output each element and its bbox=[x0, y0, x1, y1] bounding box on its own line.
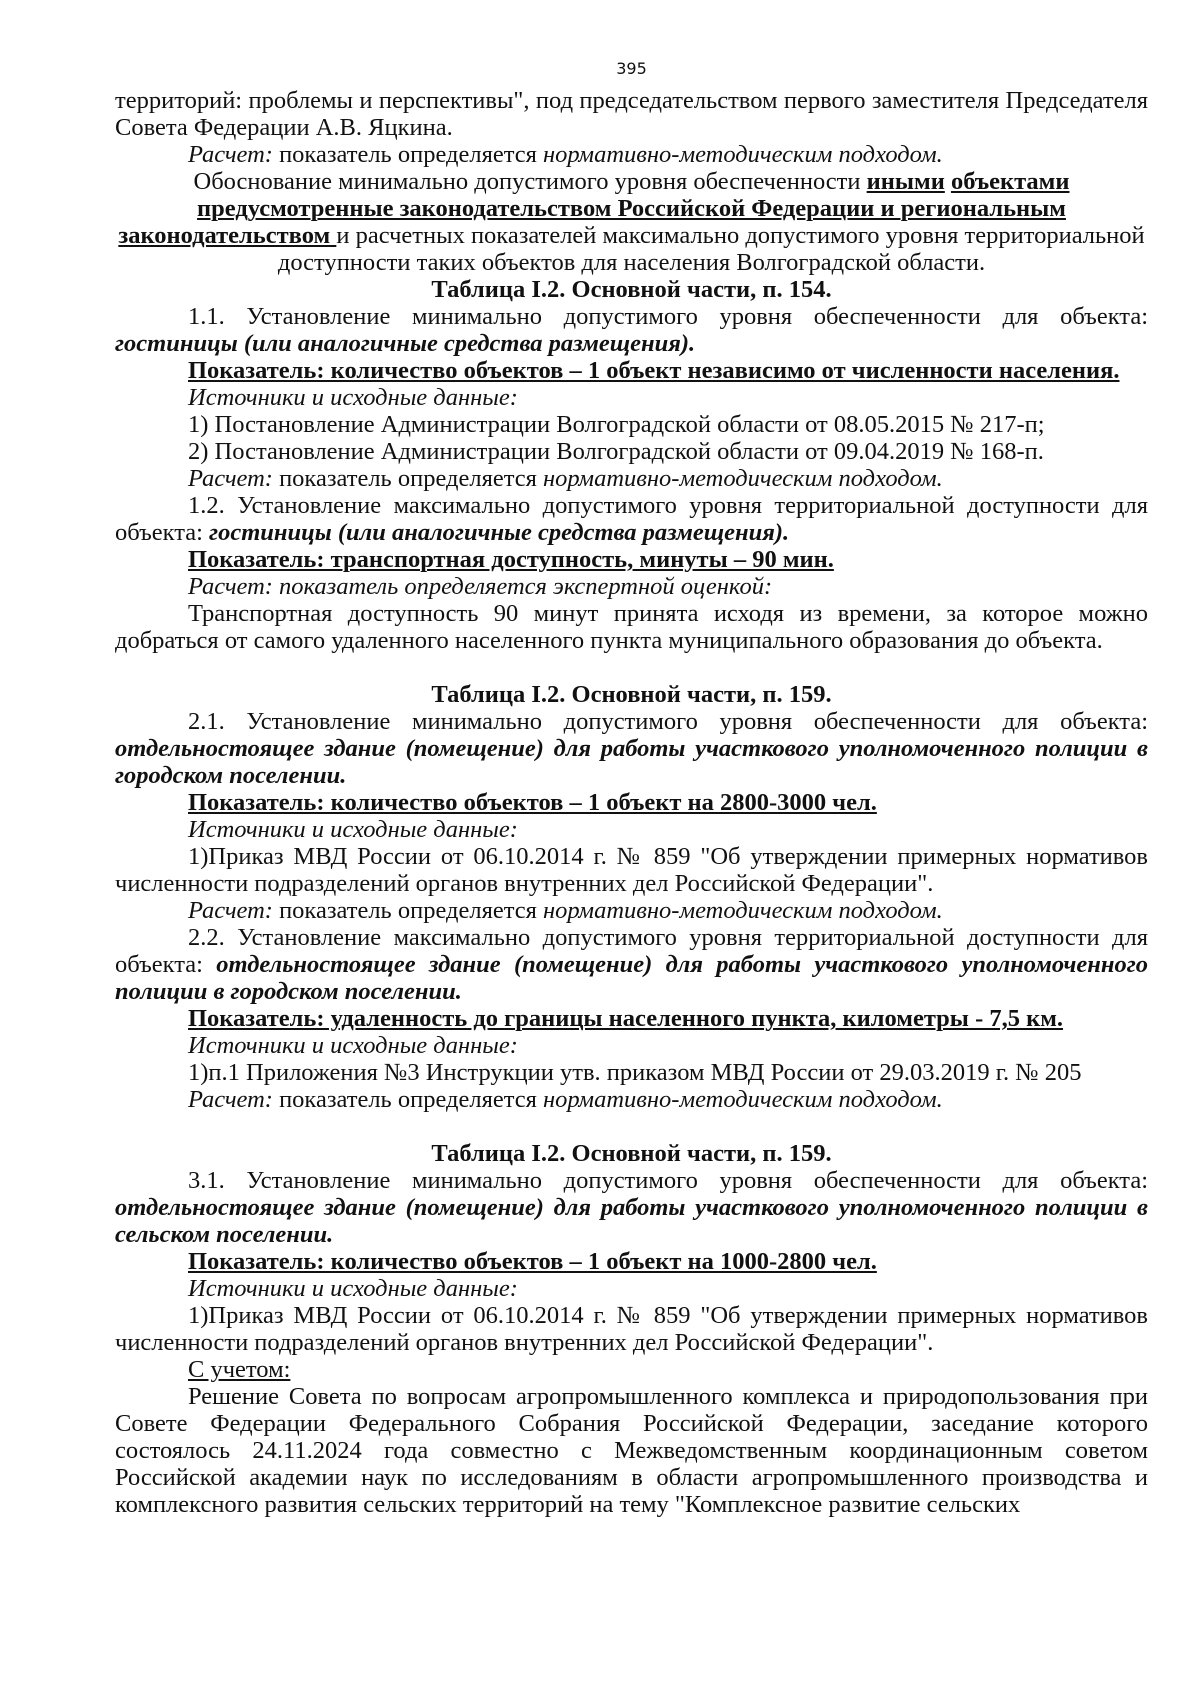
expert-explanation: Транспортная доступность 90 минут принята исходя из времени, за которое можно добраться от самого удаленного населенного пункта муниципального образования до объекта. bbox=[115, 600, 1148, 654]
item-text: Установление минимально допустимого уровня обеспеченности для объекта: bbox=[246, 1167, 1148, 1194]
justification-underlined: законодательством bbox=[118, 222, 337, 249]
justification-heading bbox=[115, 168, 1148, 276]
requirement-item bbox=[115, 1167, 1148, 1248]
source-item: 1) Постановление Администрации Волгоградской области от 08.05.2015 № 217-п; bbox=[188, 411, 1045, 438]
considering-text: С учетом: bbox=[188, 1356, 291, 1383]
calc-text: показатель определяется bbox=[272, 897, 543, 924]
item-text: Установление минимально допустимого уровня обеспеченности для объекта: bbox=[246, 708, 1148, 735]
calc-text: показатель определяется bbox=[272, 141, 543, 168]
item-object: отдельностоящее здание (помещение) для работы участкового уполномоченного полиции в городском поселении. bbox=[115, 735, 1148, 789]
calc-note bbox=[115, 141, 1148, 168]
page-number: 395 bbox=[616, 59, 647, 78]
indicator: Показатель: количество объектов – 1 объект на 2800-3000 чел. bbox=[188, 789, 877, 816]
calc-note bbox=[115, 1086, 1148, 1113]
item-number: 3.1. bbox=[188, 1167, 247, 1194]
spacer bbox=[115, 654, 1148, 681]
sources-label: Источники и исходные данные: bbox=[188, 1275, 518, 1302]
justification-text: Обоснование минимально допустимого уровня обеспеченности bbox=[193, 168, 867, 195]
item-object: отдельностоящее здание (помещение) для работы участкового уполномоченного полиции в сельском поселении. bbox=[115, 1194, 1148, 1248]
requirement-item bbox=[115, 492, 1148, 546]
section-title: Таблица I.2. Основной части, п. 159. bbox=[431, 1140, 832, 1167]
source-item: 2) Постановление Администрации Волгоградской области от 09.04.2019 № 168-п. bbox=[188, 438, 1044, 465]
justification-underlined: объектами bbox=[950, 168, 1070, 195]
item-text: Установление минимально допустимого уровня обеспеченности для объекта: bbox=[246, 303, 1148, 330]
section-title: Таблица I.2. Основной части, п. 154. bbox=[431, 276, 832, 303]
section-title: Таблица I.2. Основной части, п. 159. bbox=[431, 681, 832, 708]
item-text: Установление максимально допустимого уровня территориальной доступности для объекта: bbox=[115, 924, 1148, 978]
calc-note bbox=[115, 465, 1148, 492]
indicator: Показатель: транспортная доступность, минуты – 90 мин. bbox=[188, 546, 834, 573]
sources-label: Источники и исходные данные: bbox=[188, 816, 518, 843]
justification-text: и расчетных показателей максимально допустимого уровня территориальной доступности таких объектов для населения Волгоградской области. bbox=[277, 222, 1145, 276]
calc-text: показатель определяется bbox=[272, 465, 543, 492]
justification-underlined: иными bbox=[866, 168, 945, 195]
calc-label: Расчет: bbox=[188, 141, 273, 168]
paragraph-continuation: территорий: проблемы и перспективы", под председательством первого заместителя Председателя Совета Федерации А.В. Яцкина. bbox=[115, 87, 1148, 141]
justification-underlined: предусмотренные законодательством Российской Федерации и региональным bbox=[197, 195, 1066, 222]
calc-label: Расчет: bbox=[188, 1086, 273, 1113]
sources-label: Источники и исходные данные: bbox=[188, 1032, 518, 1059]
indicator: Показатель: количество объектов – 1 объект на 1000-2800 чел. bbox=[188, 1248, 877, 1275]
indicator: Показатель: удаленность до границы населенного пункта, километры - 7,5 км. bbox=[188, 1005, 1064, 1032]
calc-note bbox=[115, 897, 1148, 924]
requirement-item bbox=[115, 924, 1148, 1005]
item-number: 2.1. bbox=[188, 708, 247, 735]
spacer bbox=[115, 1113, 1148, 1140]
calc-text: показатель определяется bbox=[272, 1086, 543, 1113]
calc-method: нормативно-методическим подходом. bbox=[543, 897, 943, 924]
calc-label: Расчет: bbox=[188, 897, 273, 924]
document-page bbox=[115, 60, 1148, 1518]
item-text: Установление максимально допустимого уровня территориальной доступности для объекта: bbox=[115, 492, 1148, 546]
item-object: гостиницы (или аналогичные средства размещения). bbox=[115, 330, 696, 357]
item-object: гостиницы (или аналогичные средства размещения). bbox=[209, 519, 790, 546]
indicator: Показатель: количество объектов – 1 объект независимо от численности населения. bbox=[188, 357, 1120, 384]
requirement-item bbox=[115, 303, 1148, 357]
decision-paragraph: Решение Совета по вопросам агропромышленного комплекса и природопользования при Совете Федерации Федерального Собрания Российской Федерации, заседание которого состоялось 24.11.2024 года совместно с Межведомственным координационным советом Российской академии наук по исследованиям в области агропромышленного производства и комплексного развития сельских территорий на тему "Комплексное развитие сельских bbox=[115, 1383, 1148, 1518]
sources-label: Источники и исходные данные: bbox=[188, 384, 518, 411]
item-number: 2.2. bbox=[188, 924, 238, 951]
calc-expert: Расчет: показатель определяется экспертной оценкой: bbox=[188, 573, 773, 600]
source-item: 1)Приказ МВД России от 06.10.2014 г. № 859 "Об утверждении примерных нормативов численности подразделений органов внутренних дел Российской Федерации". bbox=[115, 1302, 1148, 1356]
calc-method: нормативно-методическим подходом. bbox=[543, 141, 943, 168]
source-item: 1)Приказ МВД России от 06.10.2014 г. № 859 "Об утверждении примерных нормативов численности подразделений органов внутренних дел Российской Федерации". bbox=[115, 843, 1148, 897]
item-object: отдельностоящее здание (помещение) для работы участкового уполномоченного полиции в городском поселении. bbox=[115, 951, 1148, 1005]
item-number: 1.2. bbox=[188, 492, 238, 519]
source-item: 1)п.1 Приложения №3 Инструкции утв. приказом МВД России от 29.03.2019 г. № 205 bbox=[188, 1059, 1082, 1086]
calc-method: нормативно-методическим подходом. bbox=[543, 1086, 943, 1113]
calc-method: нормативно-методическим подходом. bbox=[543, 465, 943, 492]
considering-label bbox=[115, 1356, 1148, 1383]
item-number: 1.1. bbox=[188, 303, 247, 330]
requirement-item bbox=[115, 708, 1148, 789]
calc-label: Расчет: bbox=[188, 465, 273, 492]
